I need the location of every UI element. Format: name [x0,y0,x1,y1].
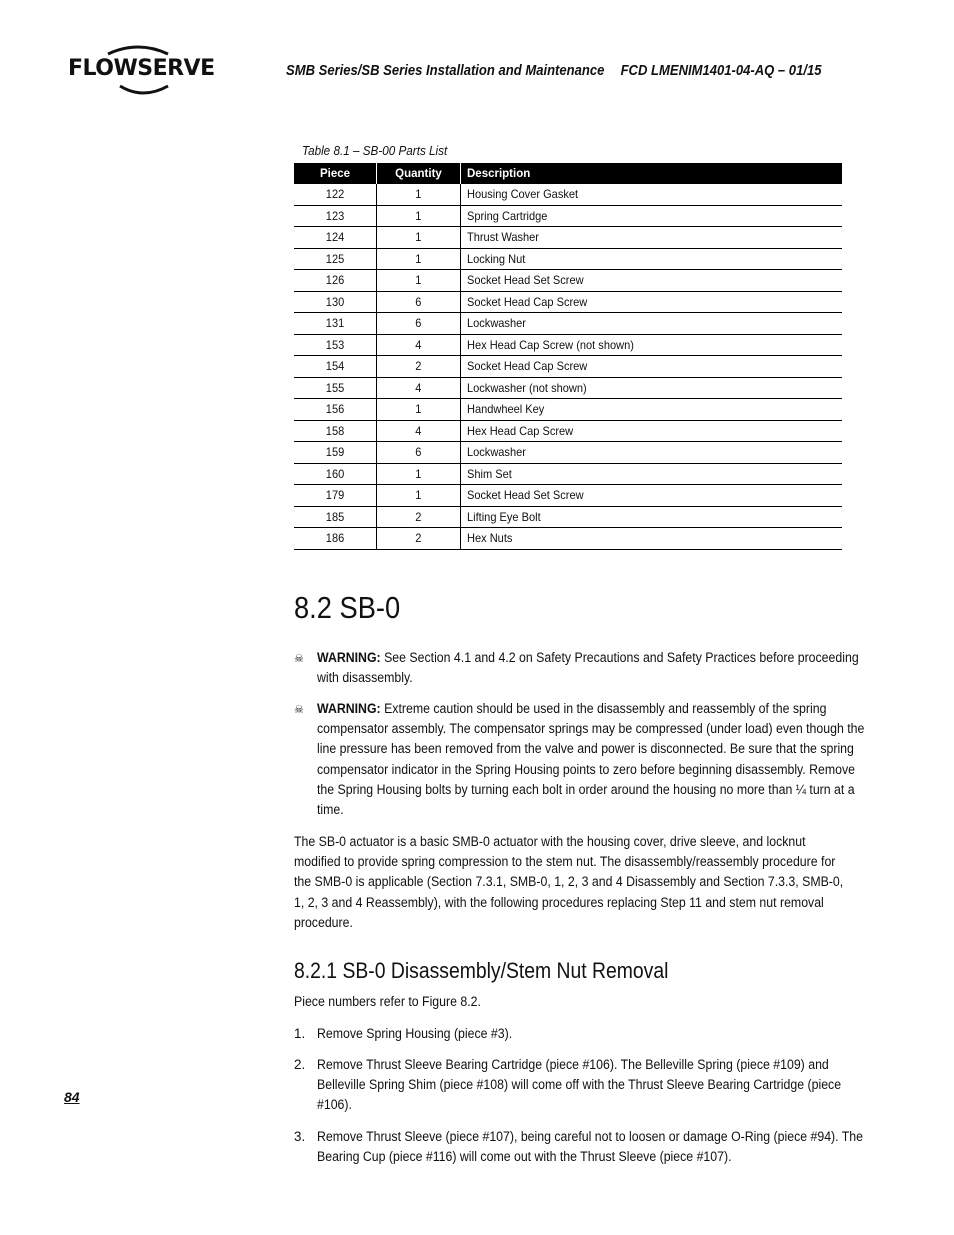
cell-quantity-text: 6 [415,316,422,331]
cell-description [461,334,843,356]
cell-piece [294,528,377,550]
cell-description-text: Spring Cartridge [467,208,548,223]
cell-description-text: Shim Set [467,466,512,481]
document-title: SMB Series/SB Series Installation and Maintenance [286,63,605,79]
cell-piece [294,227,377,249]
cell-quantity-text: 4 [415,380,422,395]
cell-description-text: Lifting Eye Bolt [467,509,541,524]
cell-quantity [377,205,461,227]
warning-text: Extreme caution should be used in the disassembly and reassembly of the spring compensator assembly. The compensator springs may be compressed (under load) even though the line pressure has been removed from the valve and power is disconnected. Be sure that the spring compensator indicator in the Spring Housing points to zero before beginning disassembly. Remove the Spring Housing bolts by turning each bolt in order around the housing no more than ¼ turn at a time. [317,701,865,818]
logo-wordmark: FLOWSERVE [68,56,215,81]
cell-piece [294,399,377,421]
cell-description [461,270,843,292]
subsection-heading: 8.2.1 SB-0 Disassembly/Stem Nut Removal [294,958,669,983]
cell-piece [294,442,377,464]
cell-piece-text: 155 [325,380,345,395]
body-paragraph [294,832,848,933]
cell-piece-text: 154 [325,359,345,374]
cell-piece [294,485,377,507]
cell-quantity-text: 1 [415,466,422,481]
cell-quantity [377,399,461,421]
cell-description-text: Lockwasher [467,316,526,331]
flowserve-logo [68,42,215,98]
cell-quantity-text: 1 [415,488,422,503]
cell-piece [294,291,377,313]
cell-quantity [377,270,461,292]
cell-quantity [377,377,461,399]
cell-quantity [377,463,461,485]
table-row [294,205,842,227]
cell-piece-text: 130 [325,294,345,309]
column-header-quantity: Quantity [377,163,461,184]
cell-piece-text: 131 [325,316,345,331]
cell-quantity [377,291,461,313]
cell-quantity [377,506,461,528]
column-header-description: Description [461,163,843,184]
table-row [294,291,842,313]
cell-piece [294,205,377,227]
cell-quantity [377,528,461,550]
cell-description-text: Socket Head Set Screw [467,488,584,503]
cell-piece [294,184,377,205]
cell-quantity-text: 1 [415,402,422,417]
cell-piece [294,248,377,270]
column-header-piece: Piece [294,163,377,184]
table-row [294,506,842,528]
parts-table [294,163,842,550]
warning-label: WARNING: [317,650,381,665]
section-heading: 8.2 SB-0 [294,590,401,625]
running-header [286,63,821,79]
cell-piece-text: 153 [325,337,345,352]
cell-quantity-text: 6 [415,294,422,309]
cell-description [461,227,843,249]
cell-quantity [377,248,461,270]
table-row [294,420,842,442]
cell-piece [294,463,377,485]
intro-paragraph: Piece numbers refer to Figure 8.2. [294,994,481,1009]
cell-quantity [377,442,461,464]
cell-piece [294,377,377,399]
list-item [294,1127,864,1167]
step-number: 2. [294,1057,306,1072]
cell-quantity-text: 2 [415,359,422,374]
cell-quantity-text: 4 [415,423,422,438]
table-row [294,334,842,356]
cell-description [461,205,843,227]
cell-quantity [377,227,461,249]
cell-piece-text: 179 [325,488,345,503]
cell-piece [294,356,377,378]
cell-description-text: Lockwasher [467,445,526,460]
cell-description [461,184,843,205]
warning-block [294,699,865,820]
step-number: 1. [294,1026,306,1041]
step-text: Remove Thrust Sleeve Bearing Cartridge (piece #106). The Belleville Spring (piece #109) and Belleville Spring Shim (piece #108) will come off with the Thrust Sleeve Bearing Cartridge (piece #106). [317,1057,842,1113]
cell-quantity [377,485,461,507]
document-id: FCD LMENIM1401-04-AQ – 01/15 [620,63,822,79]
cell-piece [294,420,377,442]
cell-piece-text: 123 [325,208,345,223]
cell-piece-text: 125 [325,251,345,266]
cell-description [461,377,843,399]
table-row [294,356,842,378]
cell-piece-text: 156 [325,402,345,417]
table-row [294,270,842,292]
table-row [294,377,842,399]
table-header-row [294,163,842,184]
cell-quantity-text: 1 [415,208,422,223]
cell-quantity [377,313,461,335]
cell-quantity-text: 1 [415,251,422,266]
table-row [294,227,842,249]
cell-description-text: Socket Head Cap Screw [467,294,588,309]
cell-piece-text: 126 [325,273,345,288]
table-row [294,442,842,464]
paragraph-text: The SB-0 actuator is a basic SMB-0 actuator with the housing cover, drive sleeve, and locknut modified to provide spring compression to the stem nut. The disassembly/reassembly procedure for the SMB-0 is applicable (Section 7.3.1, SMB-0, 1, 2, 3 and 4 Disassembly and Section 7.3.3, SMB-0, 1, 2, 3 and 4 Reassembly), with the following procedures replacing Step 11 and stem nut removal procedure. [294,834,844,930]
cell-description-text: Handwheel Key [467,402,545,417]
cell-description-text: Thrust Washer [467,230,539,245]
table-caption: Table 8.1 – SB-00 Parts List [302,143,448,158]
cell-piece-text: 124 [325,230,345,245]
cell-description [461,463,843,485]
hazard-icon: ☠ [294,704,304,716]
cell-quantity [377,356,461,378]
cell-description-text: Housing Cover Gasket [467,187,579,202]
cell-description-text: Hex Head Cap Screw (not shown) [467,337,634,352]
table-row [294,184,842,205]
cell-description [461,291,843,313]
cell-piece-text: 160 [325,466,345,481]
cell-description [461,356,843,378]
cell-description-text: Lockwasher (not shown) [467,380,587,395]
table-row [294,528,842,550]
cell-quantity-text: 1 [415,230,422,245]
cell-piece-text: 158 [325,423,345,438]
step-text: Remove Thrust Sleeve (piece #107), being careful not to loosen or damage O-Ring (piece #94). The Bearing Cup (piece #116) will come out with the Thrust Sleeve (piece #107). [317,1129,864,1165]
cell-description-text: Hex Head Cap Screw [467,423,574,438]
step-text: Remove Spring Housing (piece #3). [317,1026,513,1041]
cell-description-text: Hex Nuts [467,531,513,546]
cell-piece [294,270,377,292]
cell-piece [294,506,377,528]
cell-description-text: Locking Nut [467,251,526,266]
intro-text [294,992,848,1012]
cell-quantity-text: 2 [415,531,422,546]
hazard-icon: ☠ [294,653,304,665]
cell-quantity [377,334,461,356]
cell-description-text: Socket Head Cap Screw [467,359,588,374]
cell-description [461,248,843,270]
cell-piece-text: 185 [325,509,345,524]
cell-quantity-text: 2 [415,509,422,524]
warning-block [294,648,859,688]
cell-piece [294,313,377,335]
table-row [294,248,842,270]
cell-description [461,485,843,507]
cell-description [461,506,843,528]
cell-quantity-text: 6 [415,445,422,460]
step-number: 3. [294,1129,306,1144]
cell-quantity-text: 1 [415,273,422,288]
warning-text: See Section 4.1 and 4.2 on Safety Precautions and Safety Practices before proceeding with disassembly. [317,650,859,686]
cell-piece-text: 186 [325,531,345,546]
table-row [294,485,842,507]
cell-description [461,442,843,464]
cell-description [461,313,843,335]
cell-description [461,528,843,550]
cell-quantity-text: 1 [415,187,422,202]
cell-description-text: Socket Head Set Screw [467,273,584,288]
table-row [294,399,842,421]
cell-piece-text: 159 [325,445,345,460]
cell-quantity [377,184,461,205]
cell-description [461,420,843,442]
cell-description [461,399,843,421]
table-row [294,313,842,335]
table-row [294,463,842,485]
warning-label: WARNING: [317,701,381,716]
list-item [294,1055,848,1116]
cell-piece-text: 122 [325,187,345,202]
cell-quantity [377,420,461,442]
page-number: 84 [64,1089,80,1105]
cell-piece [294,334,377,356]
cell-quantity-text: 4 [415,337,422,352]
list-item [294,1024,848,1044]
